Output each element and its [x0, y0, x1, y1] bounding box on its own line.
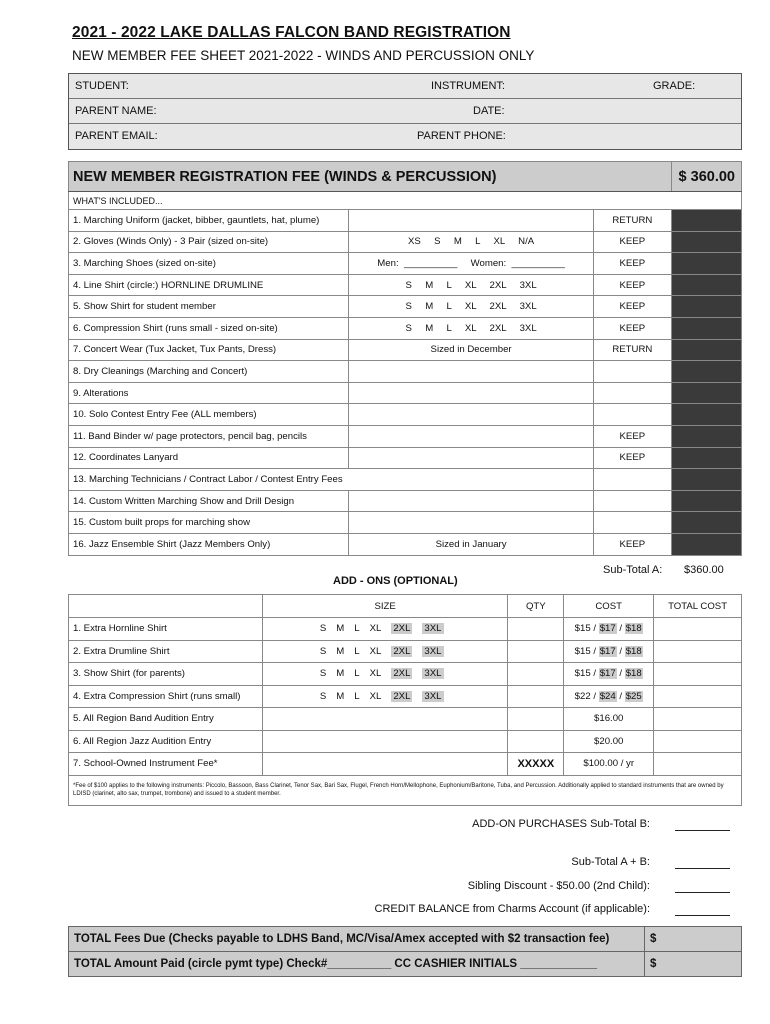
addon-sizes[interactable] [262, 618, 508, 641]
item-shaded-cell [671, 404, 741, 426]
item-detail: XS S M L XL N/A [349, 231, 593, 253]
addon-total-cost[interactable] [654, 618, 742, 641]
size-option[interactable]: S [319, 645, 327, 657]
addons-table [68, 594, 742, 806]
total-paid-label: TOTAL Amount Paid (circle pymt type) Check#__________ CC CASHIER INITIALS ____________ [69, 952, 645, 977]
item-status [593, 490, 671, 512]
footnote-row [69, 775, 742, 805]
included-item-row [69, 382, 742, 404]
included-item-row [69, 404, 742, 426]
instrument-fee-footnote: *Fee of $100 applies to the following instruments: Piccolo, Bassoon, Bass Clarinet, Tenor Sax, Bari Sax, Flugel, French Horn/Mellophone, Euphonium/Baritone, Tuba, and Percussion. Additionally applied to standard instruments that are owned by LDISD (clarinet, alto sax, trumpet, trombone) and issued to a student member. [69, 775, 742, 805]
included-item-row [69, 231, 742, 253]
addon-qty[interactable] [508, 640, 564, 663]
item-shaded-cell [671, 382, 741, 404]
size-option[interactable]: 3XL [424, 645, 442, 657]
included-item-row [69, 490, 742, 512]
item-shaded-cell [671, 512, 741, 534]
item-shaded-cell [671, 533, 741, 555]
item-detail: Men: __________ Women: __________ [349, 253, 593, 275]
item-detail: Sized in December [349, 339, 593, 361]
total-due-amount[interactable]: $ [645, 927, 742, 952]
total-due-row [69, 927, 742, 952]
grade-field[interactable]: GRADE: [653, 80, 696, 92]
item-detail: Sized in January [349, 533, 593, 555]
item-description: 14. Custom Written Marching Show and Drill Design [69, 490, 349, 512]
addon-row [69, 708, 742, 731]
item-shaded-cell [671, 469, 741, 491]
size-option[interactable]: S [319, 623, 327, 635]
item-description: 13. Marching Technicians / Contract Labor / Contest Entry Fees [69, 469, 349, 491]
included-label-row [69, 192, 742, 210]
item-status: RETURN [593, 210, 671, 232]
addon-subtotal-blank[interactable] [675, 830, 730, 831]
qty-header: QTY [508, 595, 564, 618]
size-option[interactable]: 2XL [393, 645, 411, 657]
addons-title: ADD - ONS (OPTIONAL) [333, 575, 458, 587]
included-item-row [69, 317, 742, 339]
size-option[interactable]: 2XL [393, 623, 411, 635]
registration-title: NEW MEMBER REGISTRATION FEE (WINDS & PERCUSSION) [69, 162, 672, 192]
item-description: 10. Solo Contest Entry Fee (ALL members) [69, 404, 349, 426]
size-option[interactable]: M [336, 668, 345, 680]
addon-sizes[interactable] [262, 640, 508, 663]
info-row-student [69, 74, 741, 99]
item-description: 8. Dry Cleanings (Marching and Concert) [69, 361, 349, 383]
subtotal-ab-blank[interactable] [675, 868, 730, 869]
credit-balance-blank[interactable] [675, 915, 730, 916]
subtotal-a-label: Sub-Total A: [603, 564, 663, 576]
date-field[interactable]: DATE: [473, 105, 505, 117]
addon-subtotal-label: ADD-ON PURCHASES Sub-Total B: [472, 818, 650, 830]
addon-name: 3. Show Shirt (for parents) [69, 663, 263, 686]
total-cost-header: TOTAL COST [654, 595, 742, 618]
item-detail [349, 490, 593, 512]
item-shaded-cell [671, 296, 741, 318]
size-option[interactable]: XL [369, 645, 382, 657]
item-description: 15. Custom built props for marching show [69, 512, 349, 534]
addon-row [69, 730, 742, 753]
total-due-label: TOTAL Fees Due (Checks payable to LDHS Band, MC/Visa/Amex accepted with $2 transaction fee) [69, 927, 645, 952]
addon-row [69, 663, 742, 686]
addon-sizes[interactable] [262, 663, 508, 686]
size-option[interactable]: M [336, 645, 345, 657]
item-shaded-cell [671, 361, 741, 383]
included-item-row [69, 425, 742, 447]
registration-fee-table [68, 161, 742, 556]
size-option[interactable]: 3XL [424, 623, 442, 635]
included-item-row [69, 447, 742, 469]
item-detail: S M L XL 2XL 3XL [349, 317, 593, 339]
item-shaded-cell [671, 490, 741, 512]
item-status: KEEP [593, 447, 671, 469]
item-status [593, 404, 671, 426]
addons-header-row [69, 595, 742, 618]
addon-qty[interactable]: XXXXX [508, 753, 564, 776]
addon-name: 7. School-Owned Instrument Fee* [69, 753, 263, 776]
addon-qty[interactable] [508, 730, 564, 753]
info-row-parent [69, 99, 741, 124]
item-shaded-cell [671, 253, 741, 275]
included-item-row [69, 210, 742, 232]
included-item-row [69, 253, 742, 275]
size-option[interactable]: L [354, 623, 360, 635]
size-option[interactable]: 2XL [393, 668, 411, 680]
included-item-row [69, 361, 742, 383]
addon-name: 6. All Region Jazz Audition Entry [69, 730, 263, 753]
item-status: KEEP [593, 317, 671, 339]
item-detail [349, 425, 593, 447]
addon-total-cost[interactable] [654, 663, 742, 686]
cost-header: COST [564, 595, 654, 618]
size-option[interactable]: L [354, 668, 360, 680]
item-status: KEEP [593, 253, 671, 275]
addon-cost: $100.00 / yr [564, 753, 654, 776]
addon-row [69, 753, 742, 776]
addon-qty[interactable] [508, 708, 564, 731]
size-option[interactable]: 2XL [393, 690, 411, 702]
addon-total-cost[interactable] [654, 730, 742, 753]
item-description: 5. Show Shirt for student member [69, 296, 349, 318]
included-item-row [69, 469, 742, 491]
item-detail [349, 404, 593, 426]
addon-cost: $15 / $17 / $18 [564, 618, 654, 641]
item-description: 2. Gloves (Winds Only) - 3 Pair (sized on-site) [69, 231, 349, 253]
totals-table [68, 926, 742, 977]
item-status: KEEP [593, 533, 671, 555]
item-status: RETURN [593, 339, 671, 361]
item-detail: S M L XL 2XL 3XL [349, 274, 593, 296]
item-description: 12. Coordinates Lanyard [69, 447, 349, 469]
item-shaded-cell [671, 447, 741, 469]
item-description: 7. Concert Wear (Tux Jacket, Tux Pants, Dress) [69, 339, 349, 361]
item-detail: S M L XL 2XL 3XL [349, 296, 593, 318]
item-status: KEEP [593, 425, 671, 447]
addon-total-cost[interactable] [654, 640, 742, 663]
student-field[interactable]: STUDENT: [75, 80, 129, 92]
item-shaded-cell [671, 274, 741, 296]
item-detail [349, 382, 593, 404]
item-description: 16. Jazz Ensemble Shirt (Jazz Members Only) [69, 533, 349, 555]
item-description: 9. Alterations [69, 382, 349, 404]
size-header: SIZE [262, 595, 508, 618]
addon-qty[interactable] [508, 618, 564, 641]
addon-row [69, 685, 742, 708]
item-status: KEEP [593, 296, 671, 318]
item-status [593, 512, 671, 534]
item-status: KEEP [593, 231, 671, 253]
addon-cost: $15 / $17 / $18 [564, 640, 654, 663]
addon-total-cost[interactable] [654, 753, 742, 776]
item-detail [349, 512, 593, 534]
size-option[interactable]: L [354, 690, 360, 702]
credit-balance-label: CREDIT BALANCE from Charms Account (if applicable): [374, 903, 650, 915]
addon-row [69, 640, 742, 663]
item-shaded-cell [671, 210, 741, 232]
item-detail [349, 469, 593, 491]
size-option[interactable]: 3XL [424, 690, 442, 702]
item-status [593, 361, 671, 383]
included-label: WHAT'S INCLUDED... [69, 192, 742, 210]
parent-email-field[interactable]: PARENT EMAIL: [75, 130, 158, 142]
item-status: KEEP [593, 274, 671, 296]
item-status [593, 382, 671, 404]
parent-name-field[interactable]: PARENT NAME: [75, 105, 157, 117]
item-shaded-cell [671, 231, 741, 253]
size-option[interactable]: XL [369, 623, 382, 635]
size-option[interactable]: L [354, 645, 360, 657]
addon-total-cost[interactable] [654, 685, 742, 708]
form-subtitle: NEW MEMBER FEE SHEET 2021-2022 - WINDS AND PERCUSSION ONLY [72, 48, 535, 63]
addon-name: 4. Extra Compression Shirt (runs small) [69, 685, 263, 708]
size-option[interactable]: S [319, 690, 327, 702]
size-option[interactable]: M [336, 690, 345, 702]
registration-amount: $ 360.00 [671, 162, 741, 192]
form-title: 2021 - 2022 LAKE DALLAS FALCON BAND REGISTRATION [72, 24, 511, 41]
addon-qty[interactable] [508, 663, 564, 686]
sibling-discount-blank[interactable] [675, 892, 730, 893]
subtotal-a-value: $360.00 [684, 564, 724, 576]
addon-name: 2. Extra Drumline Shirt [69, 640, 263, 663]
addon-name: 1. Extra Hornline Shirt [69, 618, 263, 641]
included-item-row [69, 512, 742, 534]
item-detail [349, 361, 593, 383]
item-shaded-cell [671, 339, 741, 361]
item-description: 6. Compression Shirt (runs small - sized on-site) [69, 317, 349, 339]
total-paid-row [69, 952, 742, 977]
item-detail [349, 447, 593, 469]
size-option[interactable]: M [336, 623, 345, 635]
size-option[interactable]: S [319, 668, 327, 680]
instrument-field[interactable]: INSTRUMENT: [431, 80, 505, 92]
addon-cost: $22 / $24 / $25 [564, 685, 654, 708]
included-item-row [69, 533, 742, 555]
item-detail [349, 210, 593, 232]
size-option[interactable]: XL [369, 668, 382, 680]
sibling-discount-label: Sibling Discount - $50.00 (2nd Child): [467, 880, 650, 892]
addon-sizes[interactable] [262, 685, 508, 708]
item-description: 4. Line Shirt (circle:) HORNLINE DRUMLINE [69, 274, 349, 296]
addon-qty[interactable] [508, 685, 564, 708]
item-shaded-cell [671, 317, 741, 339]
registration-header-row [69, 162, 742, 192]
addon-cost: $15 / $17 / $18 [564, 663, 654, 686]
total-paid-amount[interactable]: $ [645, 952, 742, 977]
item-description: 1. Marching Uniform (jacket, bibber, gauntlets, hat, plume) [69, 210, 349, 232]
info-row-contact [69, 124, 741, 149]
subtotal-ab-label: Sub-Total A + B: [571, 856, 650, 868]
size-option[interactable]: 3XL [424, 668, 442, 680]
addon-name: 5. All Region Band Audition Entry [69, 708, 263, 731]
included-item-row [69, 274, 742, 296]
addon-cost: $16.00 [564, 708, 654, 731]
item-description: 3. Marching Shoes (sized on-site) [69, 253, 349, 275]
parent-phone-field[interactable]: PARENT PHONE: [417, 130, 506, 142]
addon-cost: $20.00 [564, 730, 654, 753]
item-shaded-cell [671, 425, 741, 447]
addon-row [69, 618, 742, 641]
addon-total-cost[interactable] [654, 708, 742, 731]
included-item-row [69, 339, 742, 361]
item-status [593, 469, 671, 491]
included-item-row [69, 296, 742, 318]
item-description: 11. Band Binder w/ page protectors, pencil bag, pencils [69, 425, 349, 447]
size-option[interactable]: XL [369, 690, 382, 702]
student-info-section [68, 73, 742, 150]
